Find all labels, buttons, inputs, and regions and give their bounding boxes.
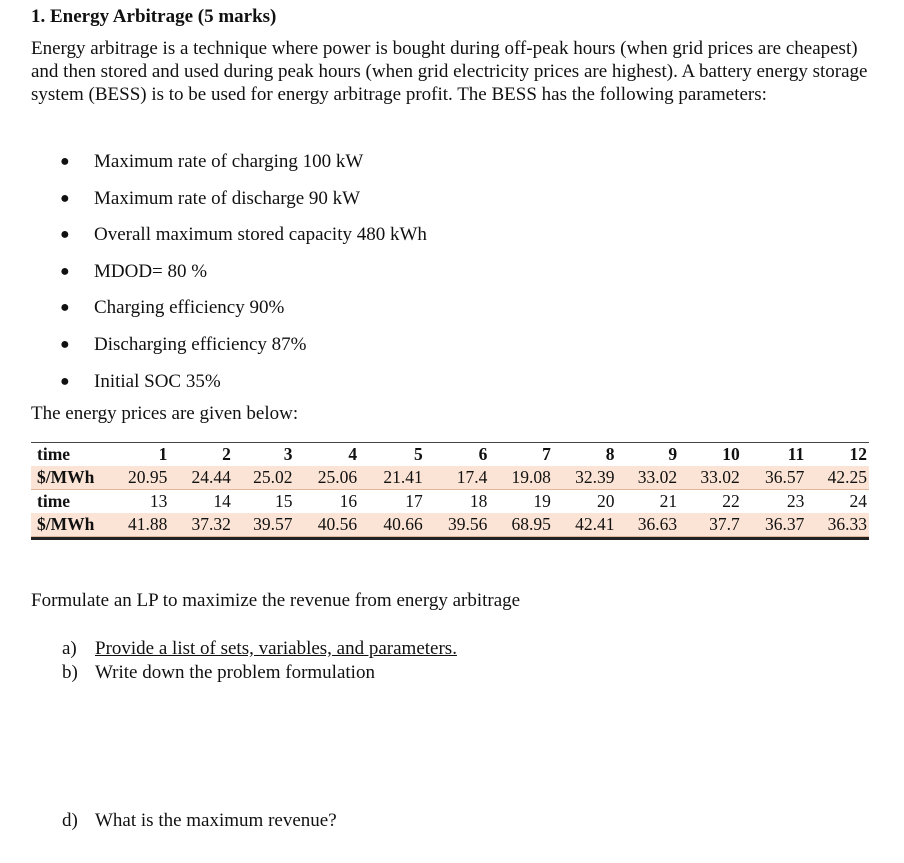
price-cell: 19.08 xyxy=(489,466,553,490)
price-cell: 20.95 xyxy=(118,466,169,490)
question-label: a) xyxy=(62,638,77,659)
price-cell: 40.66 xyxy=(359,513,425,537)
question-text: Write down the problem formulation xyxy=(95,662,375,683)
time-label-cell: time xyxy=(37,444,71,464)
time-cell: 10 xyxy=(722,444,740,464)
bullet-icon: ● xyxy=(60,299,70,317)
price-cell: 25.02 xyxy=(233,466,295,490)
time-cell: 18 xyxy=(469,491,488,511)
time-cell: 2 xyxy=(222,444,231,464)
question-text: What is the maximum revenue? xyxy=(95,810,337,831)
bullet-icon: ● xyxy=(60,335,70,353)
time-cell: 24 xyxy=(849,491,867,511)
question-list xyxy=(62,637,457,685)
price-cell: 40.56 xyxy=(294,513,359,537)
time-cell: 5 xyxy=(413,444,423,464)
price-label-cell: $/MWh xyxy=(31,466,118,490)
time-cell: 4 xyxy=(348,444,358,464)
price-cell: 17.4 xyxy=(425,466,490,490)
time-cell: 11 xyxy=(787,444,805,464)
price-cell: 39.56 xyxy=(425,513,490,537)
time-row xyxy=(31,490,869,514)
question-b xyxy=(62,661,457,685)
parameter-text: Charging efficiency 90% xyxy=(94,297,285,319)
bullet-icon: ● xyxy=(60,372,70,390)
price-row xyxy=(31,466,869,490)
time-cell: 3 xyxy=(283,444,293,464)
time-row xyxy=(31,443,869,466)
price-cell: 42.41 xyxy=(553,513,617,537)
price-table xyxy=(31,442,869,540)
prices-intro: The energy prices are given below: xyxy=(31,403,299,424)
price-cell: 21.41 xyxy=(359,466,425,490)
price-cell: 32.39 xyxy=(553,466,617,490)
time-cell: 6 xyxy=(478,444,488,464)
price-cell: 37.32 xyxy=(169,513,233,537)
question-text: Provide a list of sets, variables, and parameters. xyxy=(95,638,457,659)
time-cell: 17 xyxy=(405,491,423,511)
time-cell: 8 xyxy=(605,444,615,464)
time-cell: 15 xyxy=(274,491,293,511)
question-label: b) xyxy=(62,662,78,683)
time-cell: 19 xyxy=(533,491,551,511)
price-cell: 42.25 xyxy=(806,466,869,490)
price-cell: 39.57 xyxy=(233,513,295,537)
time-cell: 9 xyxy=(668,444,678,464)
time-cell: 20 xyxy=(597,491,615,511)
bullet-icon: ● xyxy=(60,226,70,244)
time-cell: 14 xyxy=(213,491,231,511)
time-cell: 13 xyxy=(149,491,168,511)
parameter-text: Discharging efficiency 87% xyxy=(94,333,307,355)
time-cell: 12 xyxy=(849,444,867,464)
bullet-icon: ● xyxy=(60,189,70,207)
parameter-text: Overall maximum stored capacity 480 kWh xyxy=(94,224,427,246)
price-cell: 33.02 xyxy=(679,466,742,490)
price-cell: 68.95 xyxy=(489,513,553,537)
question-title: 1. Energy Arbitrage (5 marks) xyxy=(31,6,277,27)
question-a xyxy=(62,637,457,661)
price-cell: 36.37 xyxy=(742,513,807,537)
price-row xyxy=(31,513,869,537)
price-cell: 25.06 xyxy=(294,466,359,490)
price-cell: 36.63 xyxy=(617,513,680,537)
parameter-text: Maximum rate of discharge 90 kW xyxy=(94,187,361,209)
price-cell: 24.44 xyxy=(169,466,233,490)
price-cell: 37.7 xyxy=(679,513,742,537)
price-cell: 36.33 xyxy=(806,513,869,537)
bullet-icon: ● xyxy=(60,262,70,280)
time-cell: 22 xyxy=(722,491,740,511)
parameter-text: Maximum rate of charging 100 kW xyxy=(94,151,364,172)
parameter-text: MDOD= 80 % xyxy=(94,260,208,282)
formulate-instruction: Formulate an LP to maximize the revenue from energy arbitrage xyxy=(31,590,521,611)
time-cell: 1 xyxy=(158,444,168,464)
question-d xyxy=(62,808,337,834)
price-cell: 33.02 xyxy=(617,466,680,490)
price-cell: 41.88 xyxy=(118,513,169,537)
intro-paragraph: Energy arbitrage is a technique where power is bought during off-peak hours (when grid prices are cheapest) and then stored and used during peak hours (when grid electricity prices are highest). A battery energy storage system (BESS) is to be used for energy arbitrage profit. The BESS has the following parameters: xyxy=(31,38,868,105)
time-cell: 23 xyxy=(786,491,805,511)
bullet-icon: ● xyxy=(60,153,70,170)
price-cell: 36.57 xyxy=(742,466,807,490)
time-cell: 21 xyxy=(659,491,678,511)
parameter-text: Initial SOC 35% xyxy=(94,370,221,392)
question-label: d) xyxy=(62,810,78,831)
time-cell: 16 xyxy=(339,491,358,511)
price-label-cell: $/MWh xyxy=(31,513,118,537)
time-cell: 7 xyxy=(542,444,551,464)
time-label-cell: time xyxy=(37,491,71,511)
